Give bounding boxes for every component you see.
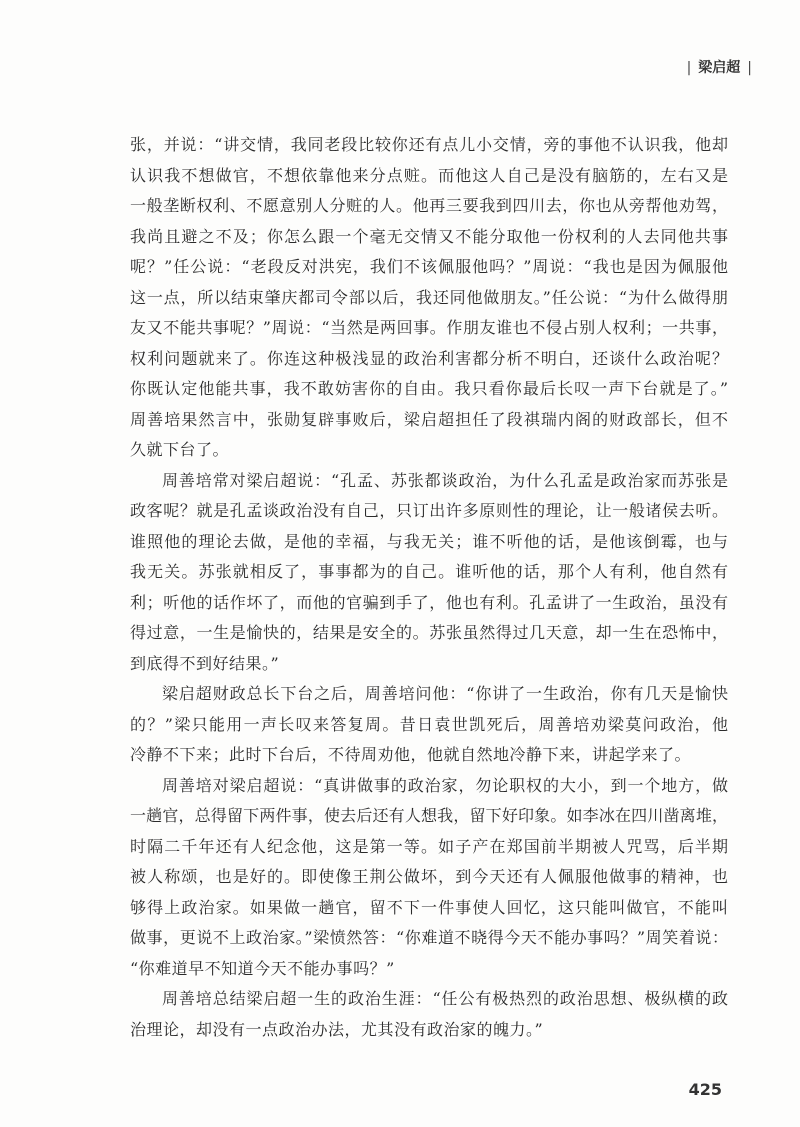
text-line: 做事，更说不上政治家。”梁愤然答：“你难道不晓得今天不能办事吗？”周笑着说： [130,928,728,947]
text-line: 认识我不想做官，不想依靠他来分点赃。而他这人自己是没有脑筋的，左右又是 [130,165,728,185]
text-line: 周善培果然言中，张勋复辟事败后，梁启超担任了段祺瑞内阁的财政部长，但不 [130,409,728,429]
text-line: 久就下台了。 [130,440,230,459]
text-line: 周善培对梁启超说：“真讲做事的政治家，勿论职权的大小，到一个地方，做 [162,775,728,795]
running-header-title: 梁启超 [698,60,741,76]
text-line: 到底得不到好结果。” [130,653,280,673]
text-line: 一般垄断权利、不愿意别人分赃的人。他再三要我到四川去，你也从旁帮他劝驾， [130,196,728,215]
text-line: 时隔二千年还有人纪念他，这是第一等。如子产在郑国前半期被人咒骂，后半期 [130,836,728,856]
text-line: 被人称颂，也是好的。即使像王荆公做坏，到今天还有人佩服他做事的精神，也 [130,867,728,886]
paragraph [130,771,728,985]
text-line: 谁照他的理论去做，是他的幸福，与我无关；谁不听他的话，是他该倒霉，也与 [130,531,728,551]
text-line: 权利问题就来了。你连这种极浅显的政治利害都分析不明白，还谈什么政治呢？ [130,348,728,368]
running-header [687,56,752,80]
paragraph [130,466,728,680]
text-line: 得过意，一生是愉快的，结果是安全的。苏张虽然得过几天意，却一生在恐怖中， [130,623,728,642]
page-number: 425 [688,1080,722,1099]
paragraph [130,984,728,1045]
paragraph [130,130,728,466]
text-line: 我无关。苏张就相反了，事事都为的自己。谁听他的话，那个人有利，他自然有 [130,562,728,581]
header-divider-left: | [686,60,692,76]
text-line: 一趟官，总得留下两件事，使去后还有人想我，留下好印象。如李冰在四川凿离堆， [130,806,728,825]
text-line: 张，并说：“讲交情，我同老段比较你还有点儿小交情，旁的事他不认识我，他却 [130,135,728,154]
text-line: 梁启超财政总长下台之后，周善培问他：“你讲了一生政治，你有几天是愉快 [162,684,728,703]
text-line: 这一点，所以结束肇庆都司令部以后，我还同他做朋友。”任公说：“为什么做得朋 [130,287,728,307]
body-text [130,130,728,1045]
text-line: 政客呢？就是孔孟谈政治没有自己，只订出许多原则性的理论，让一般诸侯去听。 [130,501,728,520]
text-line: 你既认定他能共事，我不敢妨害你的自由。我只看你最后长叹一声下台就是了。” [130,379,728,398]
text-line: 利；听他的话作坏了，而他的官骗到手了，他也有利。孔孟讲了一生政治，虽没有 [130,592,728,612]
text-line: 友又不能共事呢？”周说：“当然是两回事。作朋友谁也不侵占别人权利；一共事， [130,318,728,337]
text-line: 周善培总结梁启超一生的政治生涯：“任公有极热烈的政治思想、极纵横的政 [162,989,728,1008]
text-line: 够得上政治家。如果做一趟官，留不下一件事使人回忆，这只能叫做官，不能叫 [130,897,728,917]
text-line: 冷静不下来；此时下台后，不待周劝他，他就自然地冷静下来，讲起学来了。 [130,745,692,764]
text-line: 呢？”任公说：“老段反对洪宪，我们不该佩服他吗？”周说：“我也是因为佩服他 [130,257,728,276]
text-line: 的？”梁只能用一声长叹来答复周。昔日袁世凯死后，周善培劝梁莫问政治，他 [130,714,728,734]
text-line: “你难道早不知道今天不能办事吗？” [130,958,395,978]
text-line: 周善培常对梁启超说：“孔孟、苏张都谈政治，为什么孔孟是政治家而苏张是 [162,470,728,490]
paragraph [130,679,728,771]
text-line: 我尚且避之不及；你怎么跟一个毫无交情又不能分取他一份权利的人去同他共事 [130,226,728,246]
header-divider-right: | [747,60,752,76]
text-line: 治理论，却没有一点政治办法，尤其没有政治家的魄力。” [130,1019,544,1039]
